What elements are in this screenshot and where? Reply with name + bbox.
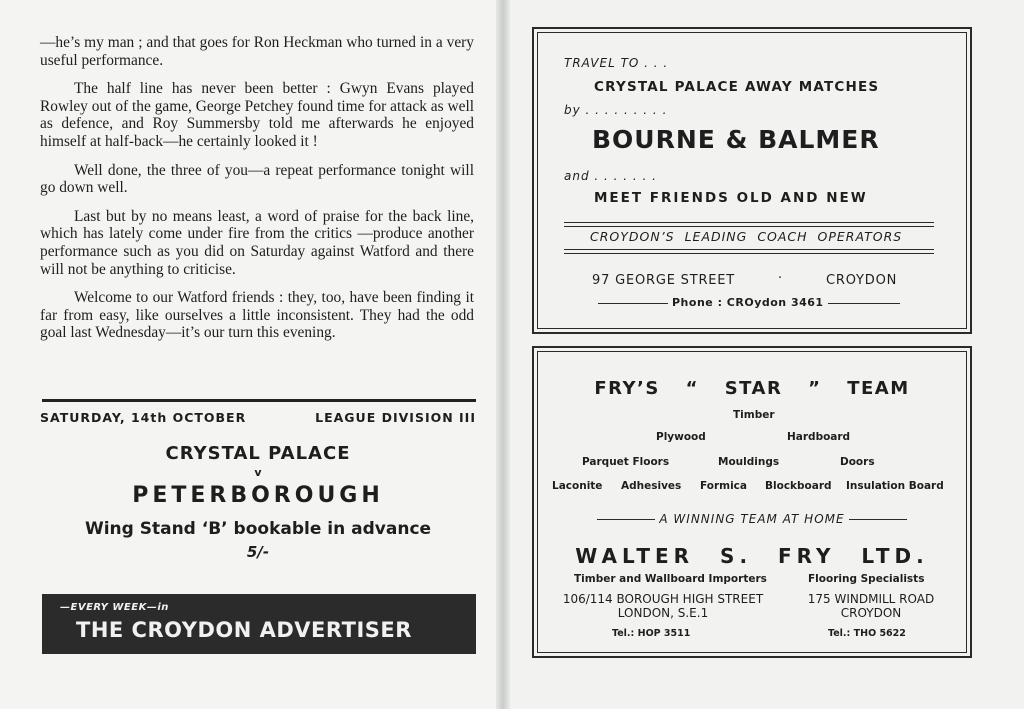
product-item: Blockboard [765, 480, 832, 492]
travel-to-label: TRAVEL TO . . . [564, 56, 669, 70]
versus-label: v [254, 466, 262, 479]
rule-line [564, 253, 934, 254]
town-name: CROYDON [826, 273, 898, 288]
product-item: Hardboard [787, 431, 851, 443]
product-item: Laconite [552, 480, 603, 492]
advert-frame [537, 351, 967, 653]
fry-company-name: WALTER S. FRY LTD. [575, 544, 929, 568]
product-item: Formica [700, 480, 747, 492]
fixture-notice [40, 410, 476, 561]
winning-slogan: A WINNING TEAM AT HOME [659, 512, 845, 526]
article-paragraph: —he’s my man ; and that goes for Ron Heckman who turned in a very useful performance. [40, 34, 474, 69]
advert-tagline: —EVERY WEEK—in [60, 602, 169, 613]
fry-title: FRY’S “ STAR ” TEAM [594, 378, 910, 399]
fixture-date: SATURDAY, 14th OCTOBER [40, 410, 247, 425]
company-name: BOURNE & BALMER [592, 125, 880, 154]
right-address-line: 175 WINDMILL ROAD [807, 592, 935, 606]
rule-line [564, 226, 934, 227]
advert-name: THE CROYDON ADVERTISER [76, 618, 412, 642]
by-label: by . . . . . . . . . [564, 103, 668, 117]
meet-friends-heading: MEET FRIENDS OLD AND NEW [594, 190, 868, 206]
left-page [0, 0, 500, 709]
left-address-line: LONDON, S.E.1 [617, 606, 709, 620]
ticket-price: 5/- [246, 543, 270, 561]
left-division: Timber and Wallboard Importers [574, 573, 767, 585]
product-item: Plywood [656, 431, 706, 443]
article-text [40, 34, 474, 353]
left-address [552, 592, 774, 620]
section-divider [42, 399, 476, 402]
dash-line [828, 303, 900, 304]
product-item: Insulation Board [846, 480, 944, 492]
booking-note: Wing Stand ‘B’ bookable in advance [84, 519, 432, 539]
phone-number: Phone : CROydon 3461 [672, 296, 824, 309]
away-team: PETERBOROUGH [132, 483, 384, 508]
walter-fry-advert [532, 346, 972, 658]
address-separator: · [778, 271, 783, 286]
right-telephone: Tel.: THO 5622 [828, 628, 906, 639]
fixture-header [40, 410, 476, 425]
product-item: Adhesives [621, 480, 682, 492]
phone-line [594, 296, 904, 309]
coach-slogan: CROYDON’S LEADING COACH OPERATORS [590, 229, 903, 244]
right-division: Flooring Specialists [808, 573, 925, 585]
right-address [796, 592, 946, 620]
article-paragraph: Last but by no means least, a word of praise for the back line, which has lately come under fire from the critics —produce another performance such as you did on Saturday against Watford and there will not be anything to criticise. [40, 207, 474, 278]
product-item: Doors [840, 456, 875, 468]
right-address-line: CROYDON [840, 606, 902, 620]
home-team: CRYSTAL PALACE [165, 443, 351, 464]
fixture-competition: LEAGUE DIVISION III [315, 410, 476, 425]
article-paragraph: The half line has never been better : Gwyn Evans played Rowley out of the game, George Petchey found time for attack as well as defence, and Roy Summersby told me afterwards he enjoyed himself at half-back—he certainly looked it ! [40, 80, 474, 150]
product-item: Mouldings [718, 456, 780, 468]
left-telephone: Tel.: HOP 3511 [612, 628, 691, 639]
dash-line [849, 519, 907, 520]
street-address: 97 GEORGE STREET [592, 273, 736, 288]
rule-line [564, 222, 934, 223]
rule-line [564, 249, 934, 250]
dash-line [598, 303, 668, 304]
croydon-advertiser-banner [42, 594, 476, 654]
and-label: and . . . . . . . [564, 169, 657, 183]
advert-frame [537, 32, 967, 329]
product-item: Timber [733, 409, 775, 421]
winning-slogan-line [538, 512, 966, 526]
bourne-balmer-advert [532, 27, 972, 334]
dash-line [597, 519, 655, 520]
product-item: Parquet Floors [582, 456, 670, 468]
page-gutter [496, 0, 510, 709]
away-matches-heading: CRYSTAL PALACE AWAY MATCHES [594, 79, 880, 95]
article-paragraph: Well done, the three of you—a repeat performance tonight will go down well. [40, 161, 474, 197]
article-paragraph: Welcome to our Watford friends : they, too, have been finding it far from easy, like ourselves a little inconsistent. They had the odd goal last Wednesday—it’s our turn this evening. [40, 289, 474, 342]
left-address-line: 106/114 BOROUGH HIGH STREET [562, 592, 764, 606]
